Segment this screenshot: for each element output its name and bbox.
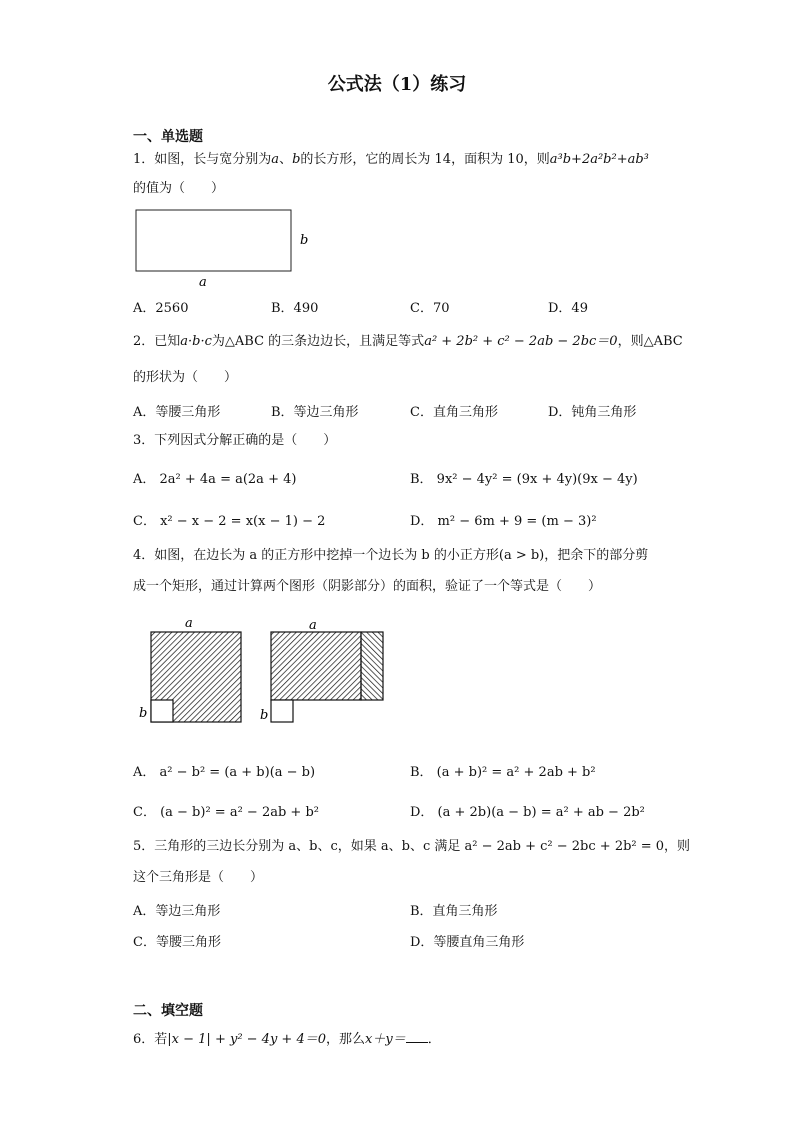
q3-option-c[interactable]: C． x² − x − 2 = x(x − 1) − 2 bbox=[133, 514, 326, 529]
question-number: 4． bbox=[133, 548, 155, 563]
q1-option-a[interactable]: A．2560 bbox=[133, 301, 189, 316]
question-text: 如图，在边长为 a 的正方形中挖掉一个边长为 b 的小正方形(a > b)，把余下的部分剪 bbox=[154, 548, 649, 563]
expression: a² + 2b² + c² − 2ab − 2bc＝0 bbox=[424, 334, 618, 349]
rectangle-shape bbox=[136, 210, 291, 271]
q3-option-d[interactable]: D． m² − 6m + 9 = (m − 3)² bbox=[410, 514, 597, 529]
q2-option-a[interactable]: A．等腰三角形 bbox=[133, 405, 221, 420]
question-text: ，则△ABC bbox=[617, 334, 683, 349]
variables: a·b·c bbox=[180, 334, 212, 349]
expression: a³b+2a²b²+ab³ bbox=[549, 152, 649, 167]
square-figures bbox=[133, 614, 393, 726]
q4-option-b[interactable]: B． (a + b)² = a² + 2ab + b² bbox=[410, 765, 596, 780]
q4-option-a[interactable]: A． a² − b² = (a + b)(a − b) bbox=[133, 765, 316, 780]
left-label-a: a bbox=[185, 616, 193, 631]
question-text: 三角形的三边长分别为 a、b、c，如果 a、b、c 满足 a² − 2ab + c² − 2bc + 2b² = 0，则 bbox=[154, 839, 691, 854]
left-square-figure bbox=[139, 616, 241, 722]
question-2-line-1 bbox=[133, 333, 683, 351]
section-heading-fill-blank: 二、填空题 bbox=[133, 1003, 203, 1019]
question-text: 的长方形，它的周长为 14，面积为 10，则 bbox=[300, 152, 550, 167]
figure-label-b: b bbox=[300, 233, 309, 248]
q4-option-d[interactable]: D． (a + 2b)(a − b) = a² + ab − 2b² bbox=[410, 805, 645, 820]
q2-option-c[interactable]: C．直角三角形 bbox=[410, 405, 498, 420]
expression: |x − 1| + y² − 4y + 4＝0 bbox=[167, 1032, 327, 1047]
question-1-line-2: 的值为（ ） bbox=[133, 181, 225, 196]
question-number: 2． bbox=[133, 334, 155, 349]
question-1-line-1 bbox=[133, 151, 649, 169]
question-3-line-1 bbox=[133, 432, 336, 450]
question-4-line-1 bbox=[133, 547, 648, 565]
q1-option-d[interactable]: D．49 bbox=[548, 301, 588, 316]
sum-expression: x＋y＝ bbox=[365, 1032, 406, 1047]
answer-blank[interactable] bbox=[406, 1030, 428, 1043]
question-5-line-1 bbox=[133, 838, 690, 856]
q1-option-b[interactable]: B．490 bbox=[271, 301, 319, 316]
question-number: 1． bbox=[133, 152, 155, 167]
q5-option-c[interactable]: C．等腰三角形 bbox=[133, 935, 221, 950]
right-label-b: b bbox=[260, 708, 269, 723]
question-text: ，那么 bbox=[326, 1032, 366, 1047]
q5-option-d[interactable]: D．等腰直角三角形 bbox=[410, 935, 525, 950]
variable-a: a bbox=[271, 152, 280, 167]
q5-option-a[interactable]: A．等边三角形 bbox=[133, 904, 221, 919]
question-5-line-2: 这个三角形是（ ） bbox=[133, 870, 264, 885]
question-text: ． bbox=[427, 1032, 441, 1047]
q3-option-b[interactable]: B． 9x² − 4y² = (9x + 4y)(9x − 4y) bbox=[410, 472, 638, 487]
question-text: 为△ABC 的三条边边长，且满足等式 bbox=[211, 334, 425, 349]
right-rectangle-figure bbox=[260, 618, 383, 723]
q5-option-b[interactable]: B．直角三角形 bbox=[410, 904, 498, 919]
question-6-line-1 bbox=[133, 1030, 441, 1049]
page-title: 公式法（1）练习 bbox=[327, 74, 467, 95]
question-text: 下列因式分解正确的是（ ） bbox=[154, 433, 337, 448]
question-number: 3． bbox=[133, 433, 155, 448]
variable-b: b bbox=[292, 152, 301, 167]
question-2-line-2: 的形状为（ ） bbox=[133, 370, 238, 385]
rectangle-figure bbox=[130, 206, 320, 290]
separator: 、 bbox=[279, 152, 293, 167]
question-text: 若 bbox=[154, 1032, 168, 1047]
question-text: 如图，长与宽分别为 bbox=[154, 152, 272, 167]
question-text: 已知 bbox=[154, 334, 181, 349]
q2-option-d[interactable]: D．钝角三角形 bbox=[548, 405, 637, 420]
q2-option-b[interactable]: B．等边三角形 bbox=[271, 405, 359, 420]
question-4-line-2: 成一个矩形，通过计算两个图形（阴影部分）的面积，验证了一个等式是（ ） bbox=[133, 579, 602, 594]
figure-label-a: a bbox=[199, 275, 207, 290]
left-label-b: b bbox=[139, 706, 148, 721]
q1-option-c[interactable]: C．70 bbox=[410, 301, 450, 316]
question-number: 6． bbox=[133, 1032, 155, 1047]
q3-option-a[interactable]: A． 2a² + 4a = a(2a + 4) bbox=[133, 472, 297, 487]
section-heading-single-choice: 一、单选题 bbox=[133, 129, 203, 145]
q4-option-c[interactable]: C． (a − b)² = a² − 2ab + b² bbox=[133, 805, 319, 820]
question-number: 5． bbox=[133, 839, 155, 854]
right-label-a: a bbox=[309, 618, 317, 633]
